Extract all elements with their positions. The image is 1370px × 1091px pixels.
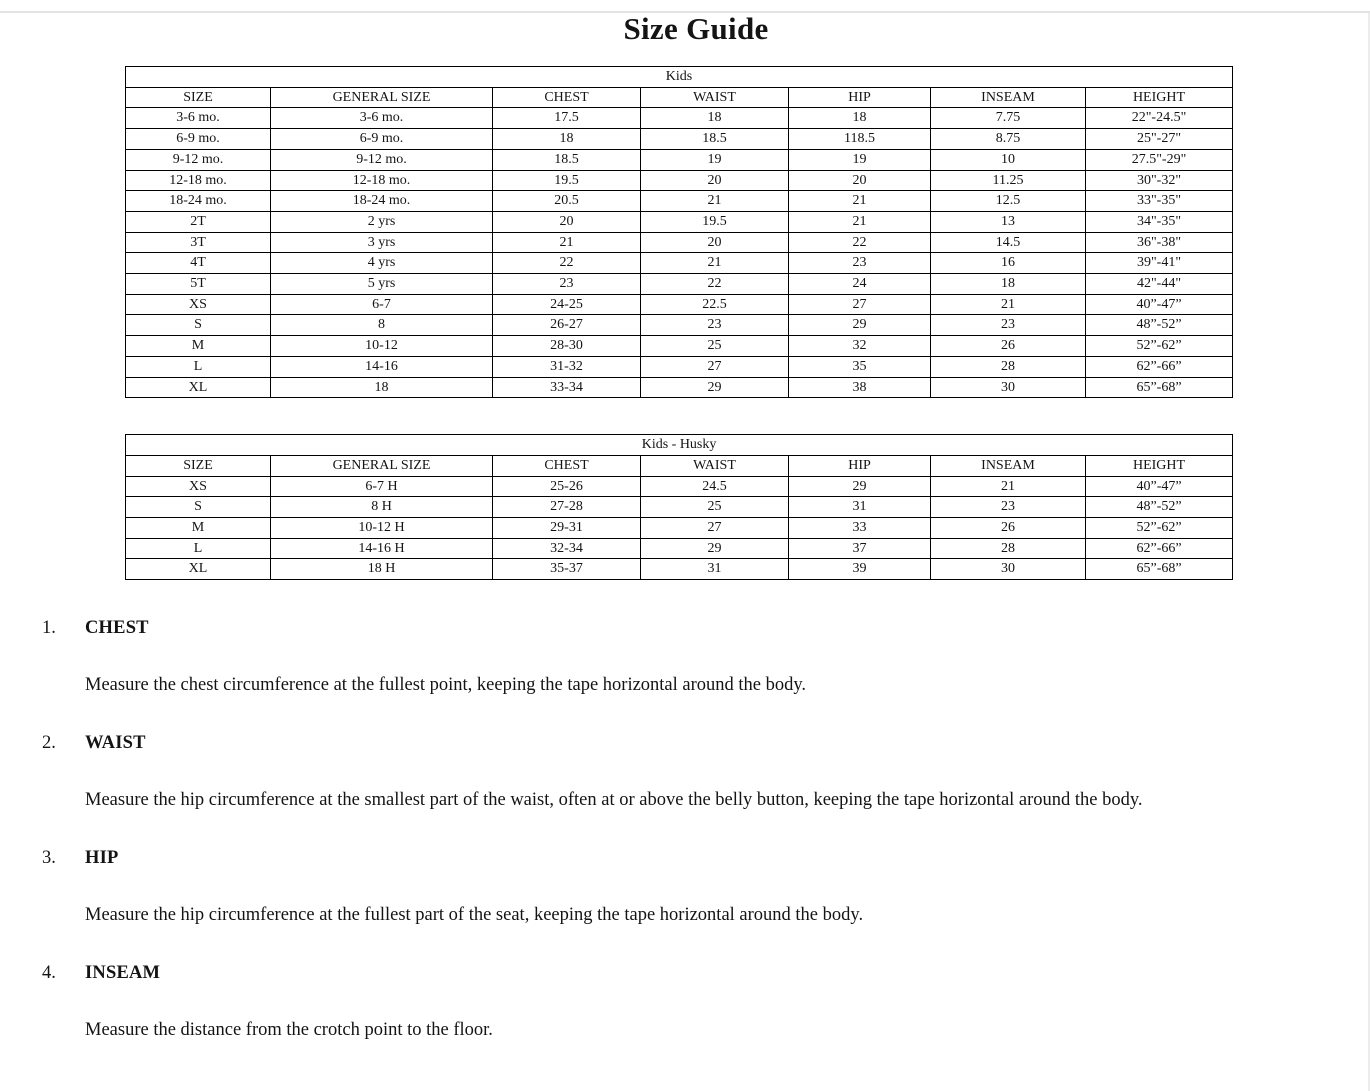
table-row [126,377,1233,398]
kids-husky-size-table [125,434,1233,580]
section-heading-chest: CHEST [85,618,149,639]
table-cell: 26-27 [493,315,641,336]
table-cell: 12-18 mo. [126,170,271,191]
table-row [126,336,1233,357]
table-cell: 19.5 [493,170,641,191]
table-cell: XS [126,294,271,315]
table-cell: 22 [789,232,931,253]
table-cell: 27-28 [493,497,641,518]
table-cell: S [126,497,271,518]
section-inseam-heading-row [42,963,1370,984]
table-cell: 34"-35" [1086,211,1233,232]
table-cell: 40”-47” [1086,294,1233,315]
table-cell: 23 [931,497,1086,518]
table-cell: 31 [641,559,789,580]
table-cell: 4T [126,253,271,274]
table-cell: 20.5 [493,191,641,212]
table-cell: 29 [789,315,931,336]
table-cell: 16 [931,253,1086,274]
table-caption-row [126,67,1233,88]
section-hip-heading-row [42,848,1370,869]
table-row [126,518,1233,539]
table-cell: 29 [789,476,931,497]
table-cell: 62”-66” [1086,538,1233,559]
table-cell: 24-25 [493,294,641,315]
table-cell: 48”-52” [1086,315,1233,336]
table-cell: 35 [789,356,931,377]
table-cell: 10-12 H [271,518,493,539]
table-cell: 3-6 mo. [271,108,493,129]
table-cell: 6-9 mo. [271,129,493,150]
table-cell: 22 [641,274,789,295]
table-cell: 11.25 [931,170,1086,191]
table-row [126,191,1233,212]
table-header-row [126,87,1233,108]
table-cell: 9-12 mo. [271,149,493,170]
table-cell: 32 [789,336,931,357]
table-caption: Kids [126,67,1233,88]
table-cell: 9-12 mo. [126,149,271,170]
table-cell: 28 [931,538,1086,559]
column-header: WAIST [641,87,789,108]
table-cell: 25 [641,497,789,518]
column-header: WAIST [641,455,789,476]
kids-size-table [125,66,1233,398]
table-cell: 2T [126,211,271,232]
column-header: CHEST [493,87,641,108]
table-cell: 19 [789,149,931,170]
column-header: GENERAL SIZE [271,455,493,476]
table-cell: 18 [641,108,789,129]
section-text-hip: Measure the hip circumference at the fullest part of the seat, keeping the tape horizontal around the body. [85,905,864,926]
table-cell: 31-32 [493,356,641,377]
table-cell: 118.5 [789,129,931,150]
table-cell: XL [126,559,271,580]
table-cell: 27 [641,356,789,377]
table-cell: S [126,315,271,336]
table-cell: L [126,538,271,559]
table-cell: 12-18 mo. [271,170,493,191]
table-cell: 18.5 [493,149,641,170]
table-cell: 8 H [271,497,493,518]
table-cell: L [126,356,271,377]
table-cell: 29 [641,538,789,559]
table-cell: 8 [271,315,493,336]
table-cell: 14.5 [931,232,1086,253]
table-cell: 14-16 [271,356,493,377]
table-cell: 23 [493,274,641,295]
table-cell: M [126,518,271,539]
column-header: HIP [789,455,931,476]
table-cell: 20 [641,232,789,253]
table-cell: 39 [789,559,931,580]
table-cell: 19.5 [641,211,789,232]
table-row [126,149,1233,170]
table-cell: 21 [641,253,789,274]
table-header-row [126,455,1233,476]
table-cell: 25-26 [493,476,641,497]
table-cell: 8.75 [931,129,1086,150]
table-cell: 2 yrs [271,211,493,232]
table-cell: 38 [789,377,931,398]
column-header: HEIGHT [1086,87,1233,108]
table-cell: M [126,336,271,357]
table-cell: 12.5 [931,191,1086,212]
table-cell: 23 [789,253,931,274]
table-cell: 20 [493,211,641,232]
table-cell: 21 [493,232,641,253]
table-cell: 52”-62” [1086,518,1233,539]
table-row [126,274,1233,295]
table-cell: 17.5 [493,108,641,129]
section-text-inseam: Measure the distance from the crotch point to the floor. [85,1020,493,1041]
section-number: 1. [42,618,56,639]
table-cell: 33"-35" [1086,191,1233,212]
table-cell: 21 [931,294,1086,315]
table-cell: 21 [789,191,931,212]
table-cell: XS [126,476,271,497]
table-cell: 20 [789,170,931,191]
table-cell: 39"-41" [1086,253,1233,274]
table-row [126,476,1233,497]
table-cell: 22"-24.5" [1086,108,1233,129]
table-cell: 10 [931,149,1086,170]
table-cell: 26 [931,336,1086,357]
table-cell: 18-24 mo. [271,191,493,212]
table-cell: 37 [789,538,931,559]
table-cell: 3 yrs [271,232,493,253]
column-header: CHEST [493,455,641,476]
section-number: 4. [42,963,56,984]
table-cell: XL [126,377,271,398]
table-cell: 26 [931,518,1086,539]
table-cell: 30"-32" [1086,170,1233,191]
column-header: INSEAM [931,87,1086,108]
table-row [126,356,1233,377]
table-cell: 27 [789,294,931,315]
table-cell: 3-6 mo. [126,108,271,129]
table-cell: 5T [126,274,271,295]
table-cell: 40”-47” [1086,476,1233,497]
table-cell: 21 [931,476,1086,497]
table-cell: 28-30 [493,336,641,357]
table-cell: 25"-27" [1086,129,1233,150]
table-cell: 10-12 [271,336,493,357]
table-cell: 33 [789,518,931,539]
table-caption-row [126,435,1233,456]
table-row [126,170,1233,191]
table-cell: 36"-38" [1086,232,1233,253]
table-cell: 30 [931,559,1086,580]
table-cell: 6-9 mo. [126,129,271,150]
table-cell: 18-24 mo. [126,191,271,212]
table-cell: 18.5 [641,129,789,150]
page-title: Size Guide [623,11,769,46]
table-row [126,211,1233,232]
measurement-instructions [0,618,1370,1041]
section-number: 2. [42,733,56,754]
table-cell: 25 [641,336,789,357]
column-header: HIP [789,87,931,108]
section-heading-waist: WAIST [85,733,146,754]
table-cell: 18 [271,377,493,398]
table-cell: 52”-62” [1086,336,1233,357]
table-cell: 14-16 H [271,538,493,559]
section-heading-inseam: INSEAM [85,963,161,984]
table-row [126,497,1233,518]
table-cell: 27.5"-29" [1086,149,1233,170]
table-cell: 42"-44" [1086,274,1233,295]
table-cell: 22.5 [641,294,789,315]
table-caption: Kids - Husky [126,435,1233,456]
section-waist-heading-row [42,733,1370,754]
table-cell: 65”-68” [1086,377,1233,398]
table-cell: 24 [789,274,931,295]
column-header: SIZE [126,455,271,476]
table-row [126,538,1233,559]
table-cell: 21 [641,191,789,212]
column-header: GENERAL SIZE [271,87,493,108]
table-cell: 29-31 [493,518,641,539]
table-cell: 32-34 [493,538,641,559]
table-cell: 18 [931,274,1086,295]
table-cell: 33-34 [493,377,641,398]
table-cell: 7.75 [931,108,1086,129]
table-cell: 23 [931,315,1086,336]
section-text-waist: Measure the hip circumference at the smallest part of the waist, often at or above the belly button, keeping the tape horizontal around the body. [85,790,1143,811]
table-cell: 6-7 H [271,476,493,497]
table-cell: 6-7 [271,294,493,315]
table-row [126,108,1233,129]
table-cell: 4 yrs [271,253,493,274]
table-cell: 19 [641,149,789,170]
table-row [126,253,1233,274]
table-cell: 29 [641,377,789,398]
table-cell: 65”-68” [1086,559,1233,580]
table-cell: 23 [641,315,789,336]
table-cell: 5 yrs [271,274,493,295]
table-row [126,315,1233,336]
column-header: INSEAM [931,455,1086,476]
table-cell: 30 [931,377,1086,398]
table-cell: 27 [641,518,789,539]
table-row [126,129,1233,150]
tables-container [125,66,1232,580]
table-cell: 13 [931,211,1086,232]
table-cell: 20 [641,170,789,191]
table-cell: 28 [931,356,1086,377]
section-number: 3. [42,848,56,869]
table-cell: 21 [789,211,931,232]
table-row [126,232,1233,253]
table-cell: 24.5 [641,476,789,497]
table-cell: 18 H [271,559,493,580]
table-cell: 31 [789,497,931,518]
table-cell: 62”-66” [1086,356,1233,377]
table-cell: 18 [493,129,641,150]
size-guide-page [0,11,1370,1091]
section-chest-heading-row [42,618,1370,639]
column-header: SIZE [126,87,271,108]
section-text-chest: Measure the chest circumference at the fullest point, keeping the tape horizontal around the body. [85,675,807,696]
table-cell: 48”-52” [1086,497,1233,518]
table-cell: 35-37 [493,559,641,580]
column-header: HEIGHT [1086,455,1233,476]
table-cell: 3T [126,232,271,253]
table-cell: 18 [789,108,931,129]
table-cell: 22 [493,253,641,274]
section-heading-hip: HIP [85,848,119,869]
table-row [126,294,1233,315]
table-row [126,559,1233,580]
